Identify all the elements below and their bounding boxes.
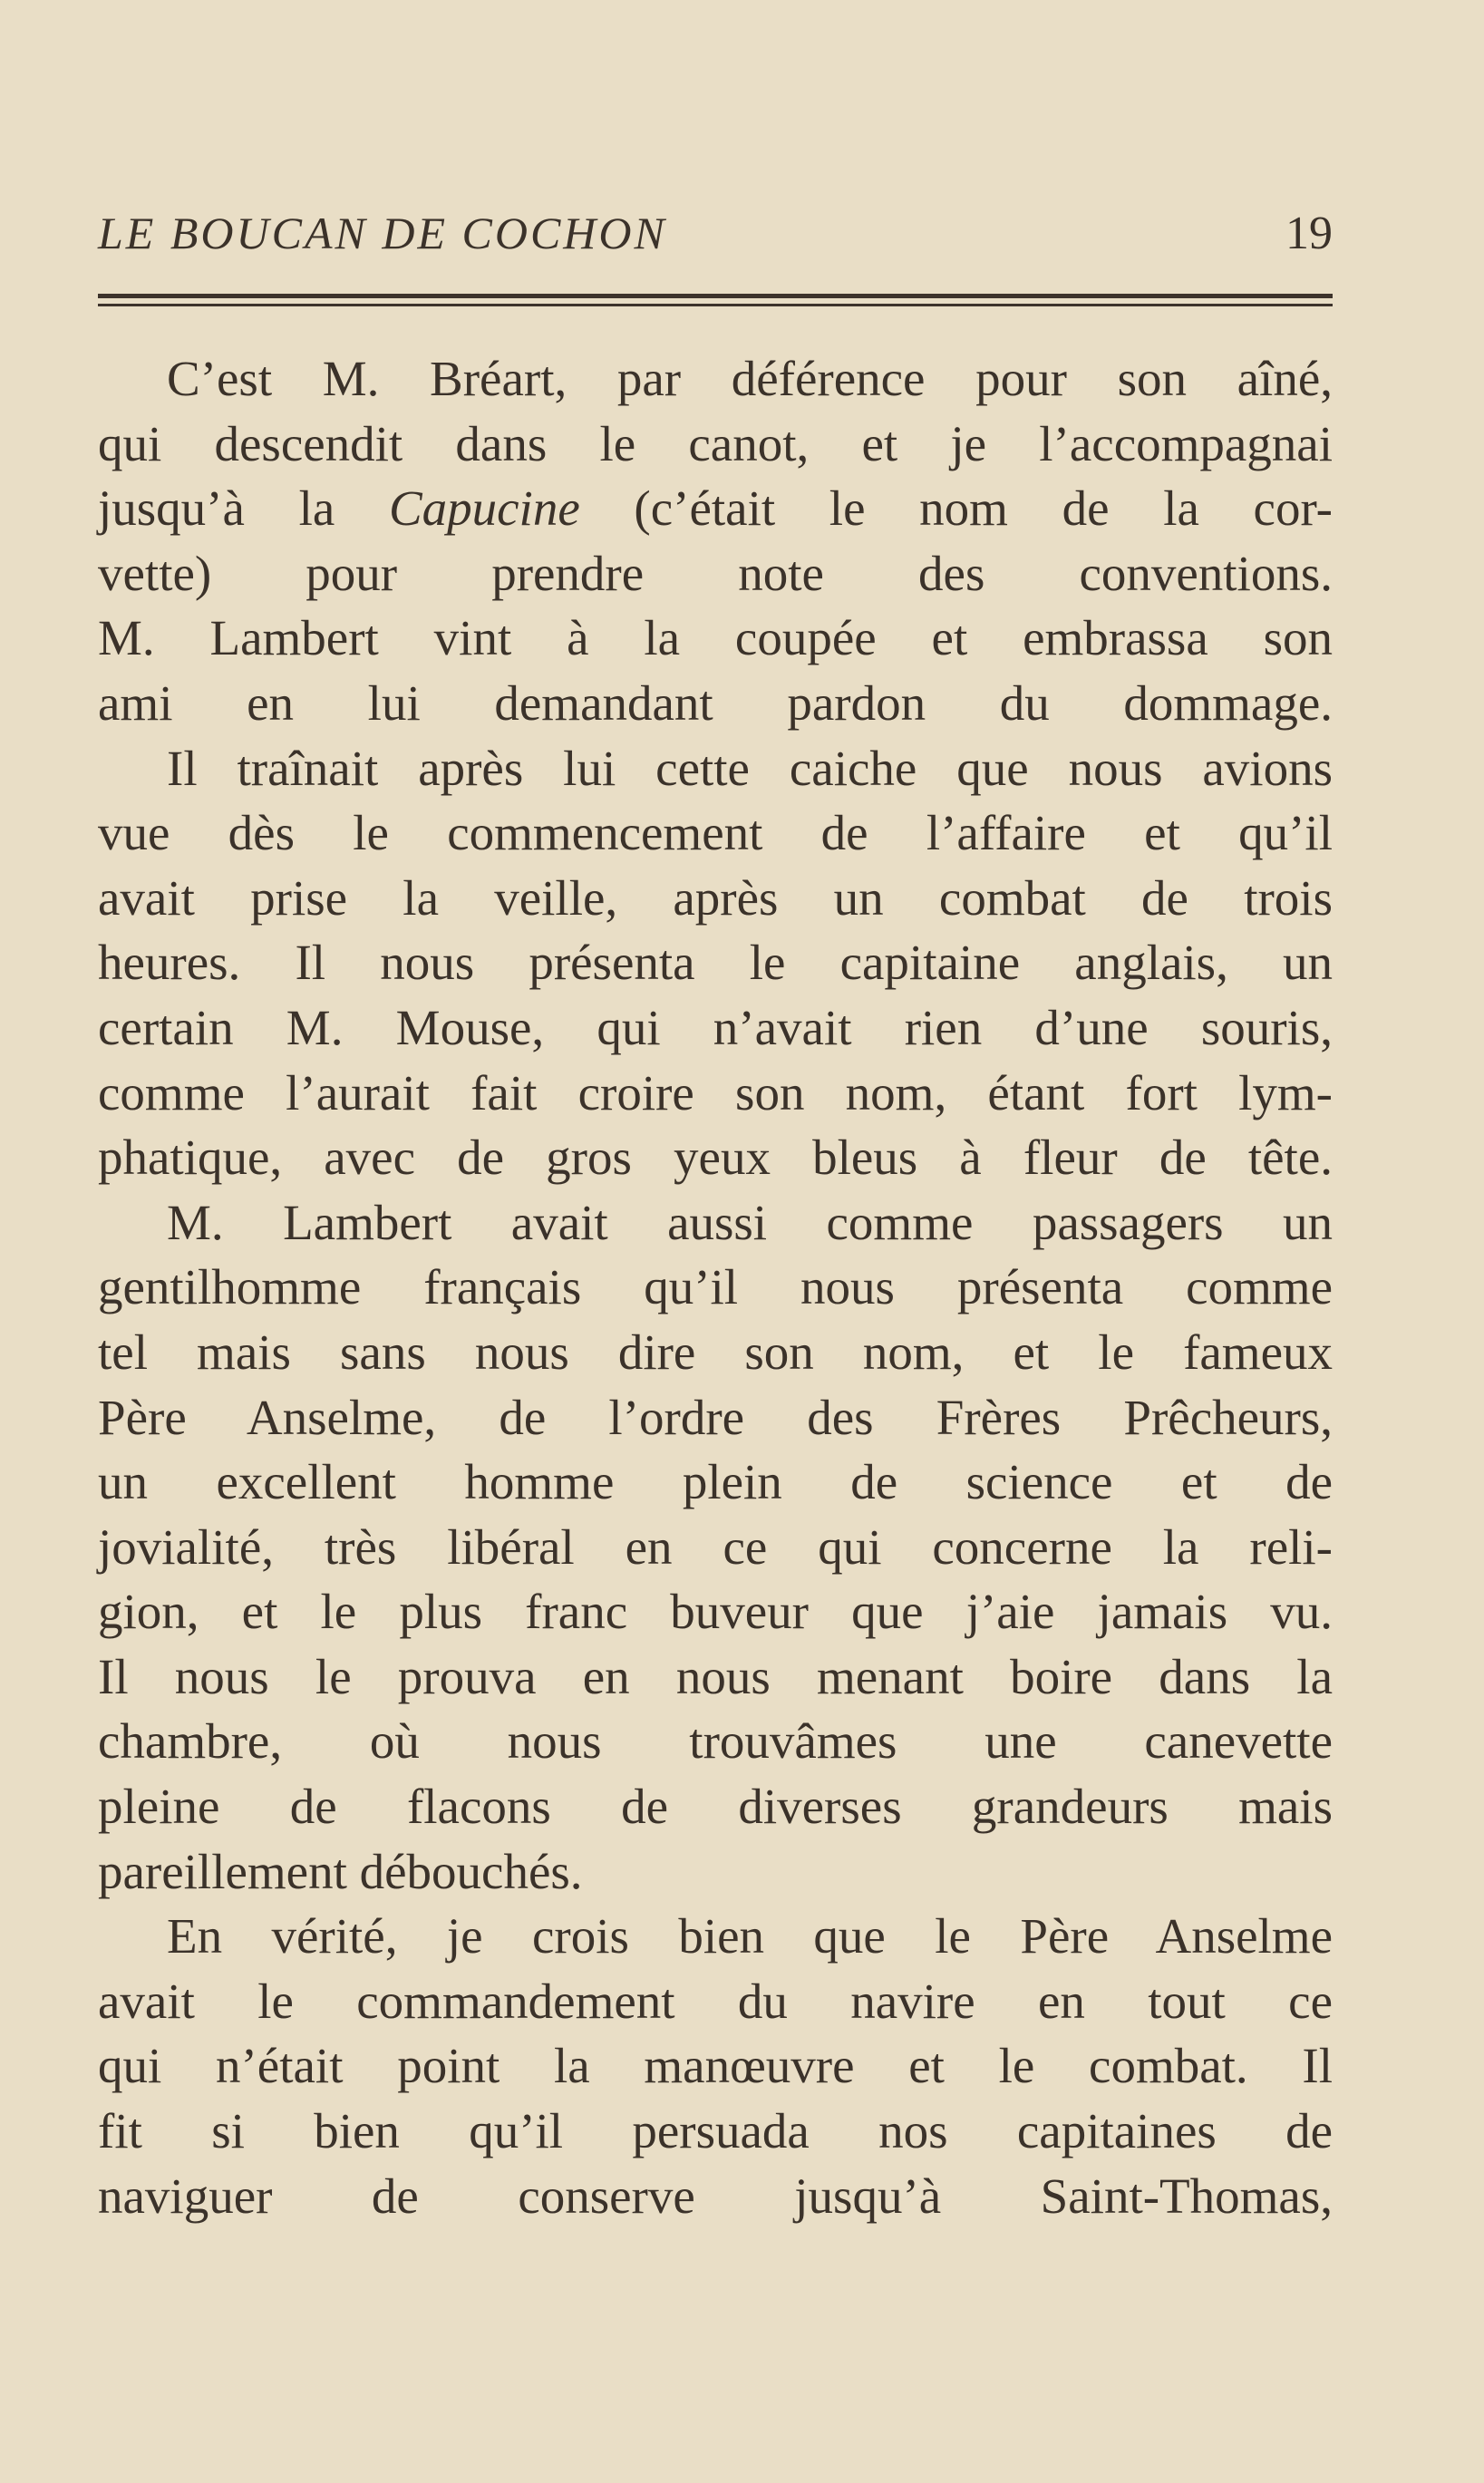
text-line: avait le commandement du navire en tout ce bbox=[98, 1973, 1333, 2029]
page-body bbox=[98, 346, 1333, 2228]
text-line: tel mais sans nous dire son nom, et le fameux bbox=[98, 1324, 1333, 1380]
text-line: comme l’aurait fait croire son nom, étant fort lym- bbox=[98, 1064, 1333, 1120]
text-line: un excellent homme plein de science et de bbox=[98, 1454, 1333, 1510]
text-line: qui descendit dans le canot, et je l’accompagnai bbox=[98, 415, 1333, 471]
text-line: gion, et le plus franc buveur que j’aie jamais vu. bbox=[98, 1584, 1333, 1640]
text-line: certain M. Mouse, qui n’avait rien d’une souris, bbox=[98, 999, 1333, 1055]
text-line: Père Anselme, de l’ordre des Frères Prêcheurs, bbox=[98, 1389, 1333, 1445]
paragraph bbox=[98, 1904, 1333, 2228]
text-line: phatique, avec de gros yeux bleus à fleur de tête. bbox=[98, 1130, 1333, 1186]
text-line: heures. Il nous présenta le capitaine anglais, un bbox=[98, 935, 1333, 991]
paragraph bbox=[98, 346, 1333, 736]
text-line: fit si bien qu’il persuada nos capitaines de bbox=[98, 2103, 1333, 2159]
paragraph bbox=[98, 1190, 1333, 1905]
running-header bbox=[98, 207, 1333, 279]
text-line: C’est M. Bréart, par déférence pour son aîné, bbox=[167, 351, 1333, 406]
text-segment: jusqu’à la bbox=[98, 480, 389, 537]
text-line: M. Lambert vint à la coupée et embrassa son bbox=[98, 610, 1333, 666]
text-line bbox=[98, 476, 1333, 541]
text-line: qui n’était point la manœuvre et le combat. Il bbox=[98, 2038, 1333, 2094]
text-line: naviguer de conserve jusqu’à Saint-Thomas, bbox=[98, 2168, 1333, 2224]
header-rule-thick bbox=[98, 294, 1333, 298]
text-line: avait prise la veille, après un combat de trois bbox=[98, 869, 1333, 926]
text-line: pareillement débouchés. bbox=[98, 1843, 583, 1899]
running-title: LE BOUCAN DE COCHON bbox=[98, 208, 667, 258]
text-line: vue dès le commencement de l’affaire et qu’il bbox=[98, 805, 1333, 861]
text-line: jovialité, très libéral en ce qui concerne la reli- bbox=[98, 1518, 1333, 1575]
text-segment: (c’était le nom de la cor- bbox=[579, 480, 1333, 537]
paragraph bbox=[98, 736, 1333, 1190]
text-line: chambre, où nous trouvâmes une canevette bbox=[98, 1713, 1333, 1770]
text-line: Il nous le prouva en nous menant boire dans la bbox=[98, 1648, 1333, 1704]
text-line: ami en lui demandant pardon du dommage. bbox=[98, 674, 1333, 731]
text-line: vette) pour prendre note des conventions. bbox=[98, 545, 1333, 601]
text-line: Il traînait après lui cette caiche que nous avions bbox=[167, 740, 1333, 796]
text-line: M. Lambert avait aussi comme passagers un bbox=[167, 1194, 1333, 1250]
text-line: gentilhomme français qu’il nous présenta comme bbox=[98, 1259, 1333, 1315]
ship-name-italic: Capucine bbox=[388, 480, 580, 537]
header-rule-thin bbox=[98, 304, 1333, 306]
page-number: 19 bbox=[1285, 208, 1333, 259]
text-line: pleine de flacons de diverses grandeurs mais bbox=[98, 1779, 1333, 1835]
text-line: En vérité, je crois bien que le Père Anselme bbox=[167, 1908, 1333, 1964]
